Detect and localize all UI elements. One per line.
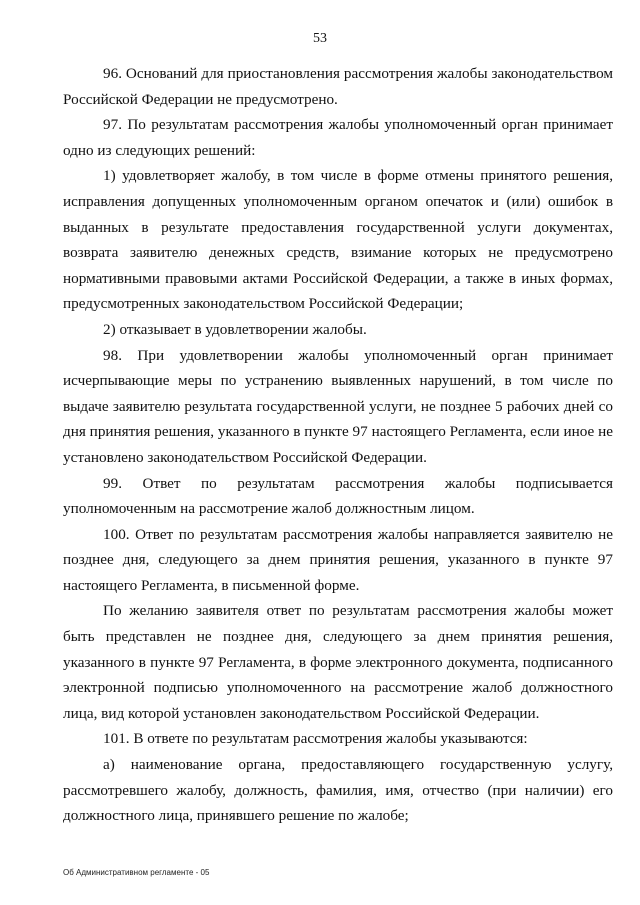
footer-doc-reference: Об Административном регламенте - 05	[63, 868, 210, 877]
paragraph-100: 100. Ответ по результатам рассмотрения жалобы направляется заявителю не позднее дня, следующего за днем принятия решения, указанного в пункте 97 настоящего Регламента, в письменной форме.	[63, 525, 613, 594]
paragraph-97-item-2: 2) отказывает в удовлетворении жалобы.	[103, 320, 367, 338]
paragraph-99: 99. Ответ по результатам рассмотрения жалобы подписывается уполномоченным на рассмотрение жалоб должностным лицом.	[63, 474, 613, 518]
paragraph-97: 97. По результатам рассмотрения жалобы уполномоченный орган принимает одно из следующих решений:	[63, 116, 613, 159]
paragraph-97-item-1: 1) удовлетворяет жалобу, в том числе в форме отмены принятого решения, исправления допущенных уполномоченным органом опечаток и (или) ошибок в выданных в результате предоставления государственной услуги документах, возврата заявителю денежных средств, взимание которых не предусмотрено нормативными правовыми актами Российской Федерации, а также в иных формах, предусмотренных законодательством Российской Федерации;	[63, 167, 613, 313]
paragraph-101: 101. В ответе по результатам рассмотрения жалобы указываются:	[103, 730, 528, 748]
paragraph-96: 96. Оснований для приостановления рассмотрения жалобы законодательством Российской Федерации не предусмотрено.	[63, 65, 613, 108]
paragraph-100-electronic: По желанию заявителя ответ по результатам рассмотрения жалобы может быть представлен не позднее дня, следующего за днем принятия решения, указанного в пункте 97 Регламента, в форме электронного документа, подписанного электронной подписью уполномоченного на рассмотрение жалоб должностного лица, вид которой установлен законодательством Российской Федерации.	[63, 602, 613, 722]
page-number: 53	[313, 31, 327, 46]
document-body	[63, 61, 613, 829]
paragraph-101-item-a: а) наименование органа, предоставляющего государственную услугу, рассмотревшего жалобу, должность, фамилия, имя, отчество (при наличии) его должностного лица, принявшего решение по жалобе;	[63, 756, 613, 825]
paragraph-98: 98. При удовлетворении жалобы уполномоченный орган принимает исчерпывающие меры по устранению выявленных нарушений, в том числе по выдаче заявителю результата государственной услуги, не позднее 5 рабочих дней со дня принятия решения, указанного в пункте 97 настоящего Регламента, если иное не установлено законодательством Российской Федерации.	[63, 346, 613, 466]
